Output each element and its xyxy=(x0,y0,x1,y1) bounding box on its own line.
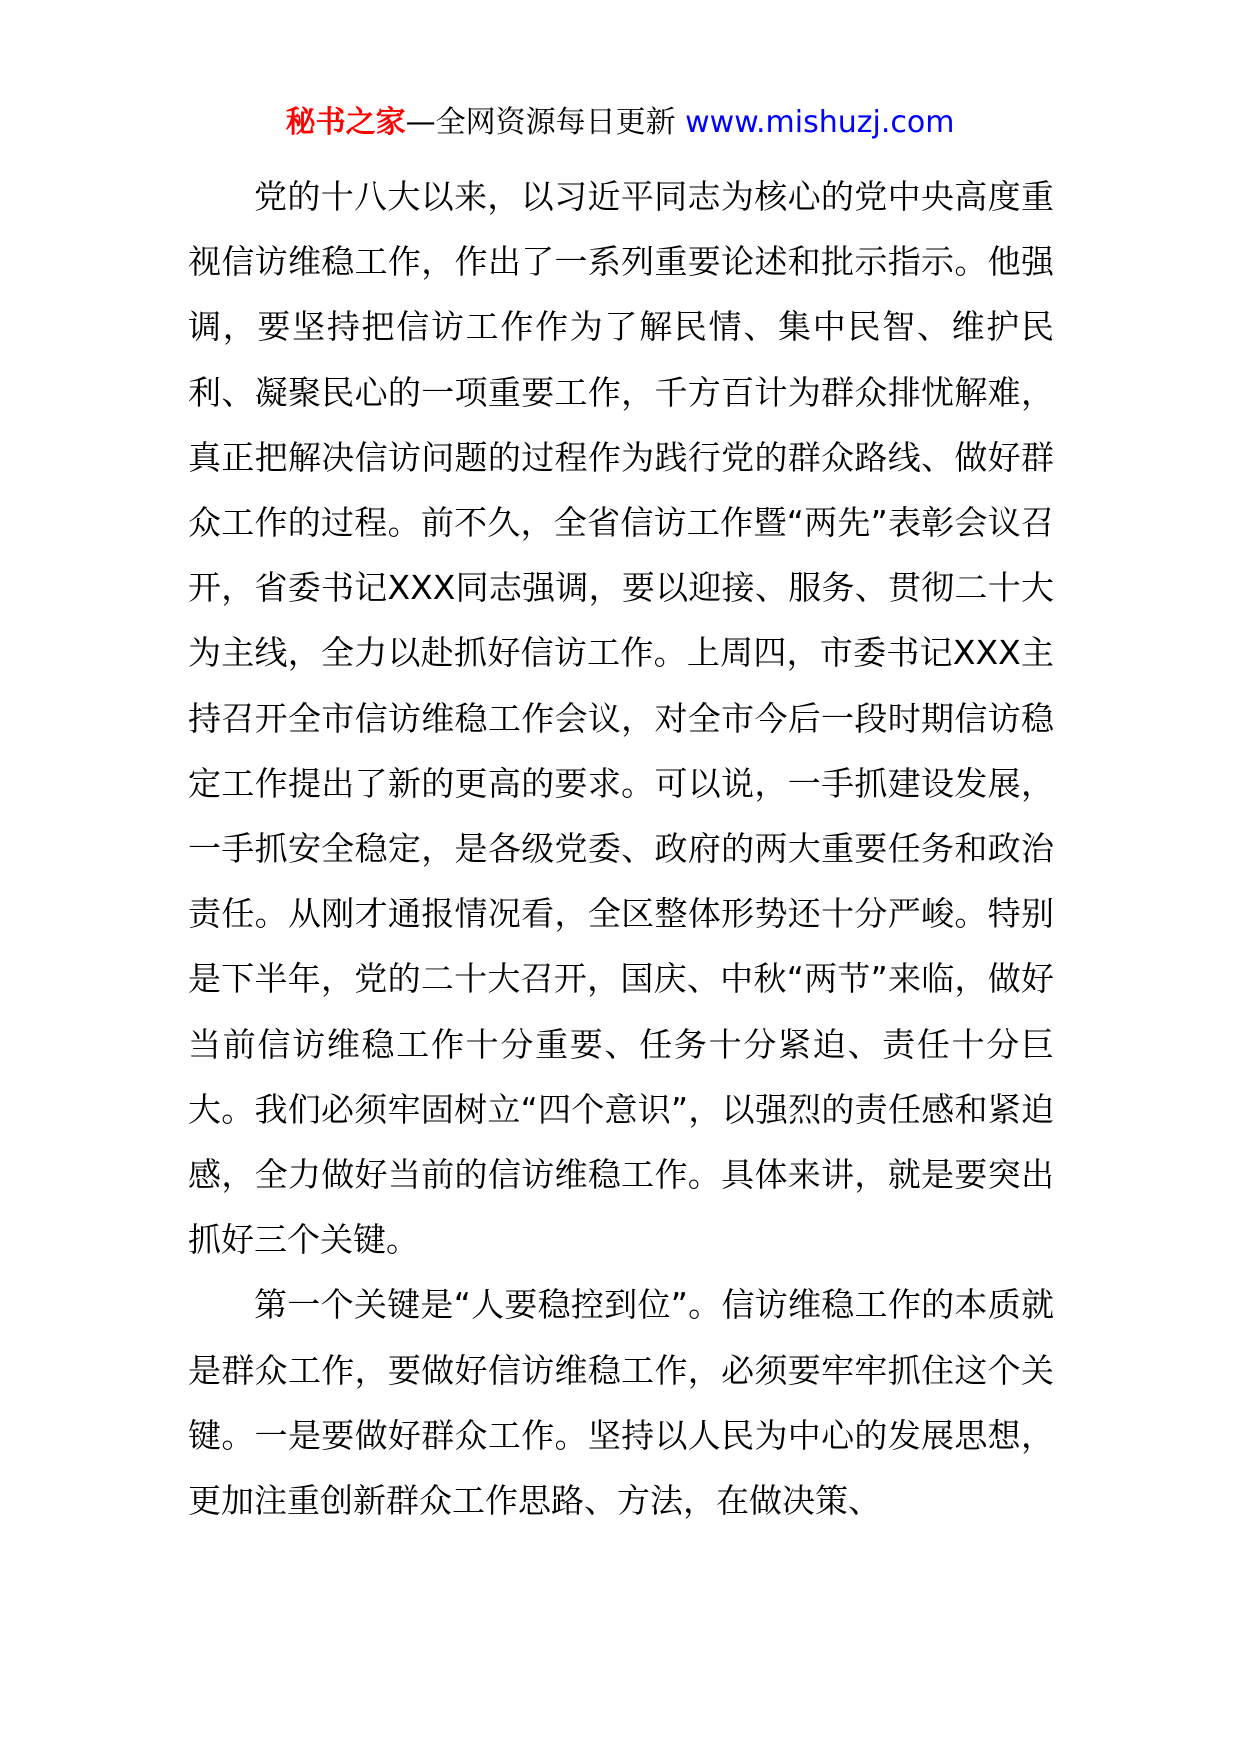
site-url-link[interactable]: www.mishuzj.com xyxy=(685,105,955,140)
paragraph-first-key: 第一个关键是“人要稳控到位”。信访维稳工作的本质就是群众工作，要做好信访维稳工作，必须要牢牢抓住这个关键。一是要做好群众工作。坚持以人民为中心的发展思想，更加注重创新群众工作思路、方法，在做决策、 xyxy=(188,1285,1054,1521)
document-body xyxy=(188,164,1054,1533)
paragraph-intro: 党的十八大以来，以习近平同志为核心的党中央高度重视信访维稳工作，作出了一系列重要论述和批示指示。他强调，要坚持把信访工作作为了解民情、集中民智、维护民利、凝聚民心的一项重要工作，千方百计为群众排忧解难，真正把解决信访问题的过程作为践行党的群众路线、做好群众工作的过程。前不久，全省信访工作暨“两先”表彰会议召开，省委书记XXX同志强调，要以迎接、服务、贯彻二十大为主线，全力以赴抓好信访工作。上周四，市委书记XXX主持召开全市信访维稳工作会议，对全市今后一段时期信访稳定工作提出了新的更高的要求。可以说，一手抓建设发展，一手抓安全稳定，是各级党委、政府的两大重要任务和政治责任。从刚才通报情况看，全区整体形势还十分严峻。特别是下半年，党的二十大召开，国庆、中秋“两节”来临，做好当前信访维稳工作十分重要、任务十分紧迫、责任十分巨大。我们必须牢固树立“四个意识”，以强烈的责任感和紧迫感，全力做好当前的信访维稳工作。具体来讲，就是要突出抓好三个关键。 xyxy=(188,177,1054,1260)
page-header xyxy=(0,100,1240,146)
site-brand: 秘书之家 xyxy=(285,105,406,140)
site-slogan: —全网资源每日更新 xyxy=(405,105,686,140)
